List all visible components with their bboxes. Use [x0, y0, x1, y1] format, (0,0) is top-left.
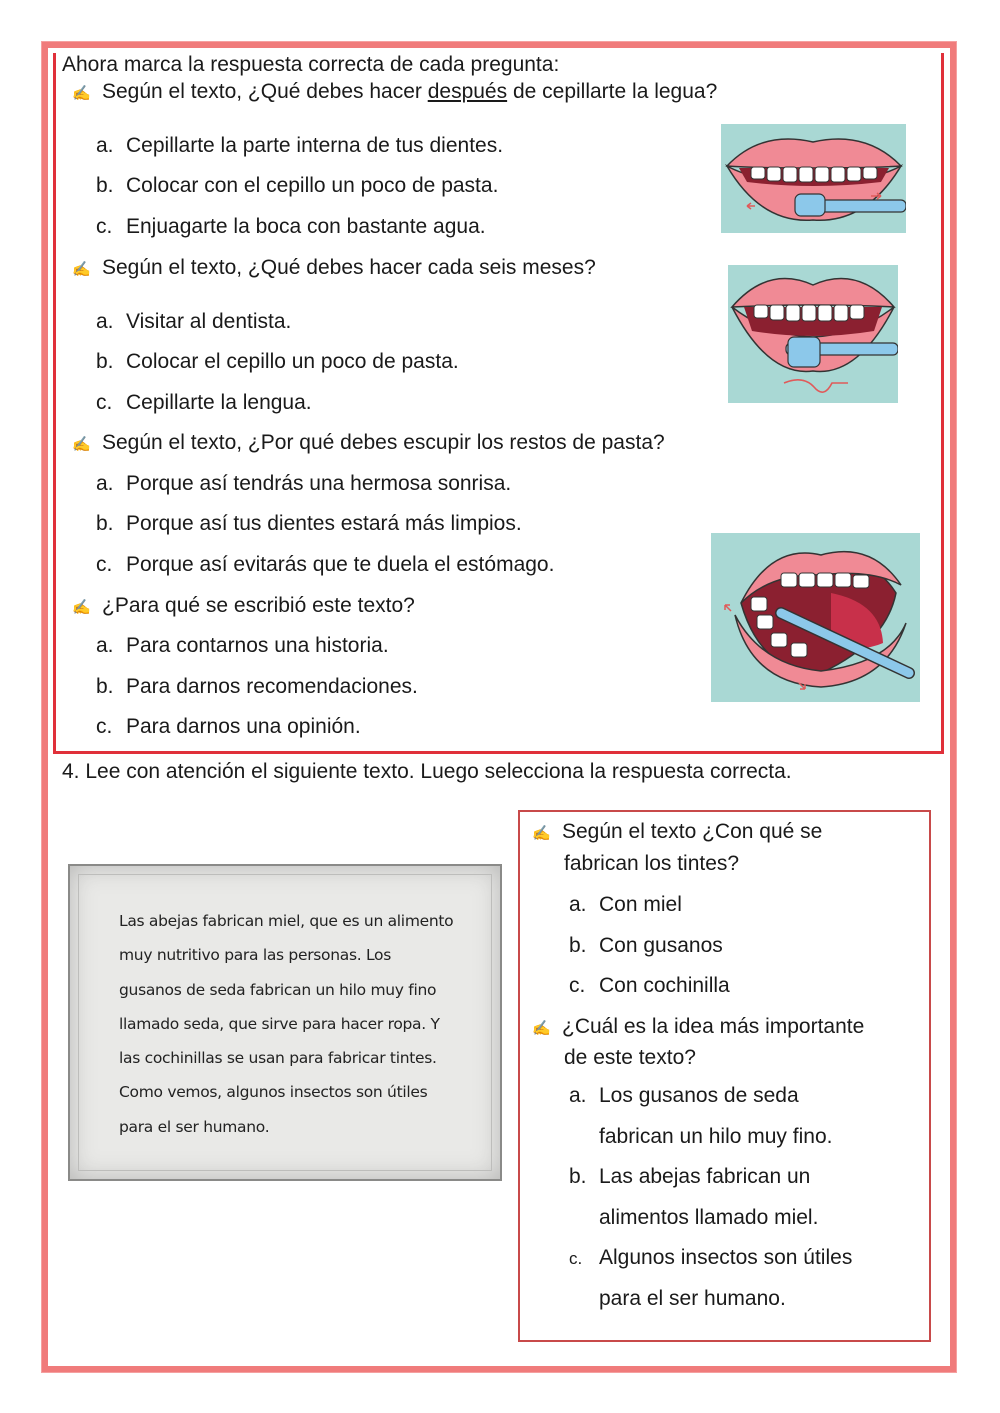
s4-q1-option-b[interactable]: b. Con gusanos — [569, 934, 723, 957]
q2-option-b[interactable]: b. Colocar el cepillo un poco de pasta. — [96, 350, 459, 373]
pencil-icon: ✍ — [72, 436, 91, 453]
pencil-icon: ✍ — [72, 599, 91, 616]
q1-option-c[interactable]: c. Enjuagarte la boca con bastante agua. — [96, 215, 486, 238]
q4-option-c[interactable]: c. Para darnos una opinión. — [96, 715, 361, 738]
section-4-heading: 4. Lee con atención el siguiente texto. Luego selecciona la respuesta correcta. — [62, 760, 792, 783]
passage-line: llamado seda, que sirve para hacer ropa. Y — [119, 1014, 440, 1033]
instructions-text: Ahora marca la respuesta correcta de cada pregunta: — [62, 53, 560, 76]
pencil-icon: ✍ — [72, 85, 91, 102]
s4-q2-option-a[interactable]: a. Los gusanos de seda — [569, 1084, 799, 1107]
passage-line: para el ser humano. — [119, 1117, 270, 1136]
q2-option-a[interactable]: a. Visitar al dentista. — [96, 310, 292, 333]
q3-option-a[interactable]: a. Porque así tendrás una hermosa sonrisa. — [96, 472, 512, 495]
brushing-illustration-3 — [711, 533, 920, 702]
s4-q1-option-c[interactable]: c. Con cochinilla — [569, 974, 730, 997]
s4-q1-option-a[interactable]: a. Con miel — [569, 893, 682, 916]
s4-q2-option-c[interactable]: c. Algunos insectos son útiles — [569, 1246, 853, 1269]
passage-line: muy nutritivo para las personas. Los — [119, 946, 392, 965]
q3-option-b[interactable]: b. Porque así tus dientes estará más limpios. — [96, 512, 522, 535]
passage-line: Las abejas fabrican miel, que es un alimento — [119, 912, 454, 930]
passage-line: gusanos de seda fabrican un hilo muy fino — [119, 980, 437, 999]
pencil-icon: ✍ — [532, 825, 551, 842]
s4-question-2-cont: de este texto? — [564, 1046, 696, 1069]
question-1: ✍ Según el texto, ¿Qué debes hacer después de cepillarte la legua? — [72, 80, 717, 106]
question-3: ✍ Según el texto, ¿Por qué debes escupir los restos de pasta? — [72, 431, 665, 457]
pencil-icon: ✍ — [532, 1020, 551, 1037]
passage-line: Como vemos, algunos insectos son útiles — [119, 1083, 428, 1102]
question-4: ✍ ¿Para qué se escribió este texto? — [72, 594, 415, 620]
q1-option-a[interactable]: a. Cepillarte la parte interna de tus dientes. — [96, 134, 504, 157]
s4-q2-option-a-cont: fabrican un hilo muy fino. — [599, 1125, 833, 1148]
reading-passage — [119, 904, 464, 1144]
s4-question-1: ✍ Según el texto ¿Con qué se — [532, 820, 822, 846]
q2-option-c[interactable]: c. Cepillarte la lengua. — [96, 391, 312, 414]
q3-option-c[interactable]: c. Porque así evitarás que te duela el estómago. — [96, 553, 555, 576]
s4-q2-option-b[interactable]: b. Las abejas fabrican un — [569, 1165, 811, 1188]
q1-option-b[interactable]: b. Colocar con el cepillo un poco de pasta. — [96, 174, 499, 197]
reading-passage-image — [68, 864, 502, 1181]
question-2: ✍ Según el texto, ¿Qué debes hacer cada seis meses? — [72, 256, 596, 282]
pencil-icon: ✍ — [72, 261, 91, 278]
q4-option-b[interactable]: b. Para darnos recomendaciones. — [96, 675, 418, 698]
s4-q2-option-b-cont: alimentos llamado miel. — [599, 1206, 819, 1229]
brushing-illustration-2 — [728, 265, 898, 403]
s4-q2-option-c-cont: para el ser humano. — [599, 1287, 786, 1310]
s4-question-2: ✍ ¿Cuál es la idea más importante — [532, 1015, 864, 1041]
q4-option-a[interactable]: a. Para contarnos una historia. — [96, 634, 389, 657]
s4-question-1-cont: fabrican los tintes? — [564, 852, 740, 875]
passage-line: las cochinillas se usan para fabricar tintes. — [119, 1049, 437, 1068]
brushing-illustration-1 — [721, 124, 906, 233]
